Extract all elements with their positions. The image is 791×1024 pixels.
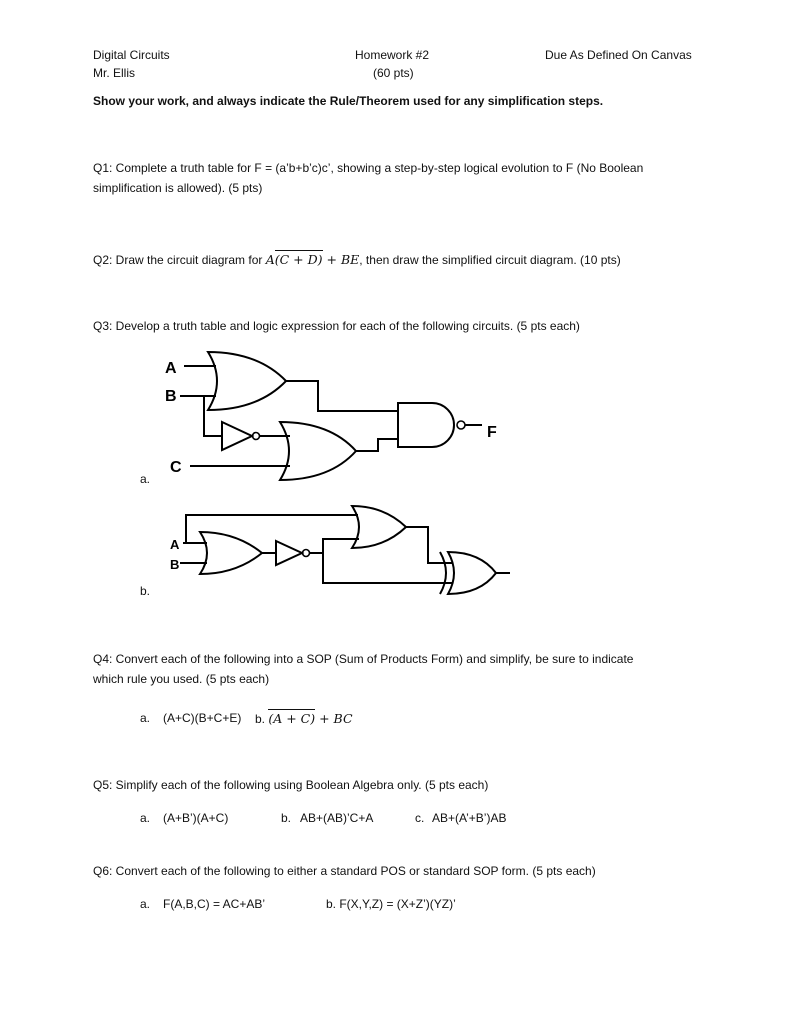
circuit-a-not-gate (222, 422, 252, 450)
course-name: Digital Circuits (93, 48, 170, 62)
circuit-b-xor-gate (448, 552, 496, 594)
circuit-b-wire-to-xor (323, 553, 452, 583)
circuit-a-label-a: A (165, 360, 177, 377)
q4-item-b-label: b. (255, 712, 266, 726)
q2-suffix: , then draw the simplified circuit diagram. (10 pts) (359, 253, 621, 267)
circuit-a-label-c: C (170, 459, 182, 476)
q4-item-b (255, 711, 353, 727)
q4-item-a-expr: (A+C)(B+C+E) (163, 711, 242, 725)
q2-prefix: Q2: Draw the circuit diagram for (93, 253, 266, 267)
q1-line1: Q1: Complete a truth table for F = (a’b+b’c)c’, showing a step-by-step logical evolution to F (No Boolean (93, 161, 644, 175)
q5-item-b-expr: AB+(AB)’C+A (300, 811, 374, 825)
circuit-a-or-gate-1 (208, 352, 286, 410)
q6-item-a-label: a. (140, 897, 151, 911)
instructions: Show your work, and always indicate the Rule/Theorem used for any simplification steps. (93, 94, 604, 108)
q5-item-a-expr: (A+B’)(A+C) (163, 811, 229, 825)
q2-expr-overline: (C + D) (274, 252, 323, 267)
circuit-a-nand-gate (398, 403, 454, 447)
circuit-b-or-gate-upper (352, 506, 406, 548)
q4-item-a-label: a. (140, 711, 151, 725)
q5-item-b-label: b. (281, 811, 292, 825)
q5-question: Q5: Simplify each of the following using Boolean Algebra only. (5 pts each) (93, 778, 489, 792)
assignment-title: Homework #2 (355, 48, 430, 62)
circuit-b-label-b: B (170, 557, 180, 572)
teacher-name: Mr. Ellis (93, 66, 135, 80)
circuit-a-label-b: B (165, 388, 177, 405)
circuit-b-or-gate-lower (200, 532, 262, 574)
q2-expr-rest: + BE (322, 252, 360, 267)
circuit-a-or-gate-2 (280, 422, 356, 480)
q1-line2: simplification is allowed). (5 pts) (93, 181, 263, 195)
circuit-b-not-gate (276, 541, 302, 565)
circuit-a-item-label: a. (140, 472, 151, 486)
circuit-a-wire-or2-and (356, 439, 398, 451)
q5-item-c-expr: AB+(A’+B’)AB (432, 811, 507, 825)
circuit-a-wire-or1-and (286, 381, 398, 411)
q4-line2: which rule you used. (5 pts each) (93, 672, 270, 686)
circuit-a-label-f: F (487, 424, 497, 441)
q3-question: Q3: Develop a truth table and logic expression for each of the following circuits. (5 pts each) (93, 319, 580, 333)
q6-item-b-expr: b. F(X,Y,Z) = (X+Z’)(YZ)’ (326, 897, 456, 911)
q4-item-b-rest: + BC (315, 711, 353, 726)
q6-question: Q6: Convert each of the following to either a standard POS or standard SOP form. (5 pts each) (93, 864, 596, 878)
assignment-points: (60 pts) (373, 66, 414, 80)
circuit-b-item-label: b. (140, 584, 151, 598)
q2-expr-a: A (265, 252, 275, 267)
q5-item-a-label: a. (140, 811, 151, 825)
circuit-b-wire-or-xor (406, 527, 452, 563)
due-date: Due As Defined On Canvas (545, 48, 692, 62)
q4-line1: Q4: Convert each of the following into a SOP (Sum of Products Form) and simplify, be sure to indicate (93, 652, 634, 666)
circuit-b-label-a: A (170, 537, 180, 552)
q4-item-b-overline: (A + C) (268, 711, 316, 726)
circuit-a-nand-bubble (457, 421, 465, 429)
q5-item-c-label: c. (415, 811, 425, 825)
q6-item-a-expr: F(A,B,C) = AC+AB’ (163, 897, 266, 911)
circuit-b-xor-back-curve (440, 552, 446, 594)
